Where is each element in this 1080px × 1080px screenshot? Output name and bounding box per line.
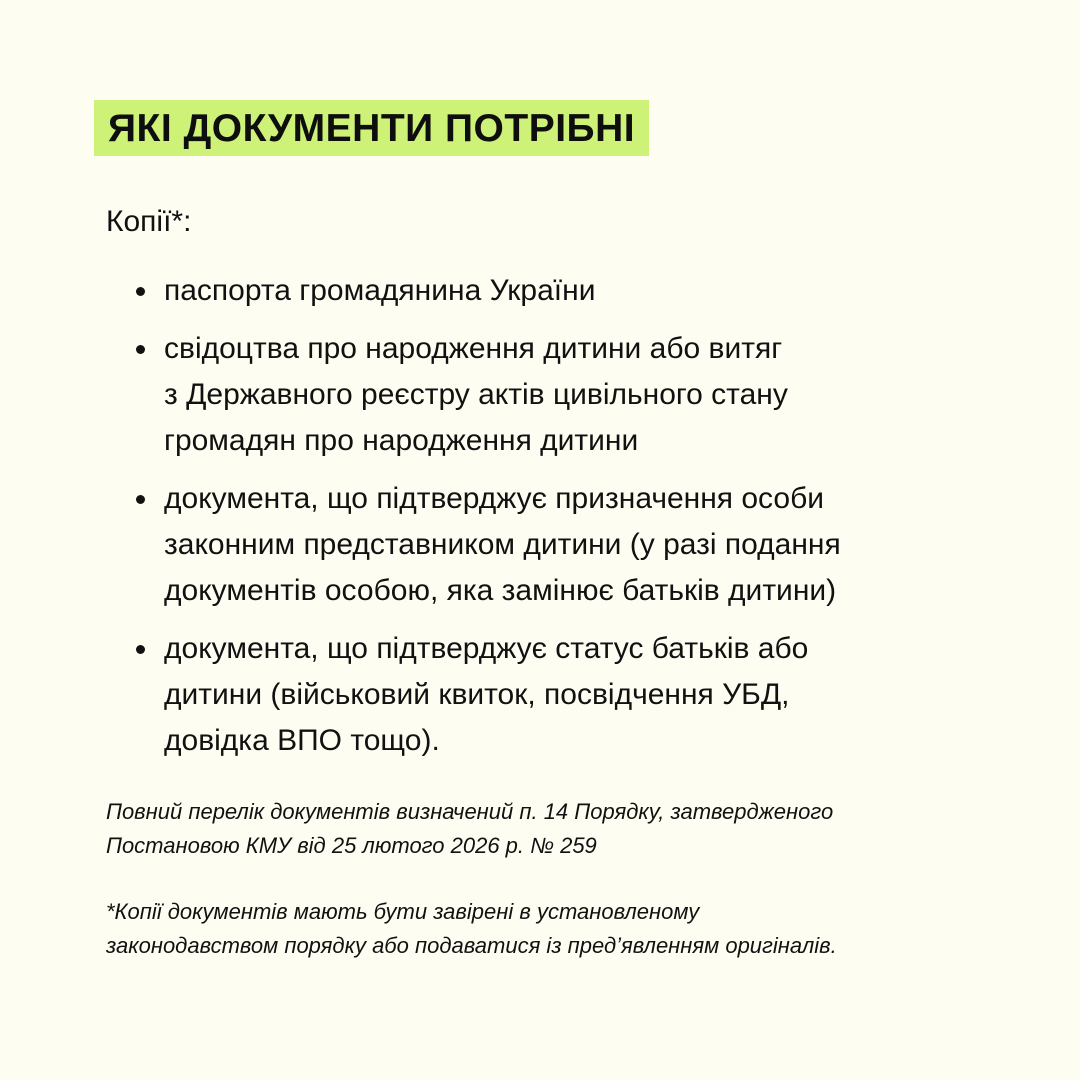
list-item-line: паспорта громадянина України <box>164 274 596 307</box>
intro-text: Копії*: <box>106 205 192 238</box>
note-line: Повний перелік документів визначений п. 14 Порядку, затвердженого <box>106 799 834 824</box>
list-item-line: громадян про народження дитини <box>164 424 639 457</box>
bullet-icon <box>136 345 145 354</box>
list-item-line: документа, що підтверджує призначення особи <box>164 482 825 515</box>
note-line: *Копії документів мають бути завірені в установленому <box>106 899 700 924</box>
list-item-line: довідка ВПО тощо). <box>164 724 440 757</box>
page-title: ЯКІ ДОКУМЕНТИ ПОТРІБНІ <box>94 100 649 156</box>
list-item-line: свідоцтва про народження дитини або витяг <box>164 332 783 365</box>
legal-reference-note <box>106 795 833 863</box>
list-item-line: документа, що підтверджує статус батьків або <box>164 632 809 665</box>
list-item-line: документів особою, яка замінює батьків дитини) <box>164 574 837 607</box>
bullet-icon <box>136 645 145 654</box>
list-item <box>134 268 1014 314</box>
list-item-line: дитини (військовий квиток, посвідчення УБД, <box>164 678 790 711</box>
list-item-line: з Державного реєстру актів цивільного стану <box>164 378 788 411</box>
list-item <box>134 326 1014 464</box>
documents-list <box>134 268 1014 776</box>
footnote <box>106 895 837 963</box>
bullet-icon <box>136 495 145 504</box>
note-line: Постановою КМУ від 25 лютого 2026 р. № 259 <box>106 833 597 858</box>
bullet-icon <box>136 287 145 296</box>
note-line: законодавством порядку або подаватися із пред’явленням оригіналів. <box>106 933 837 958</box>
list-item <box>134 476 1014 614</box>
list-item <box>134 626 1014 764</box>
list-item-line: законним представником дитини (у разі подання <box>164 528 841 561</box>
